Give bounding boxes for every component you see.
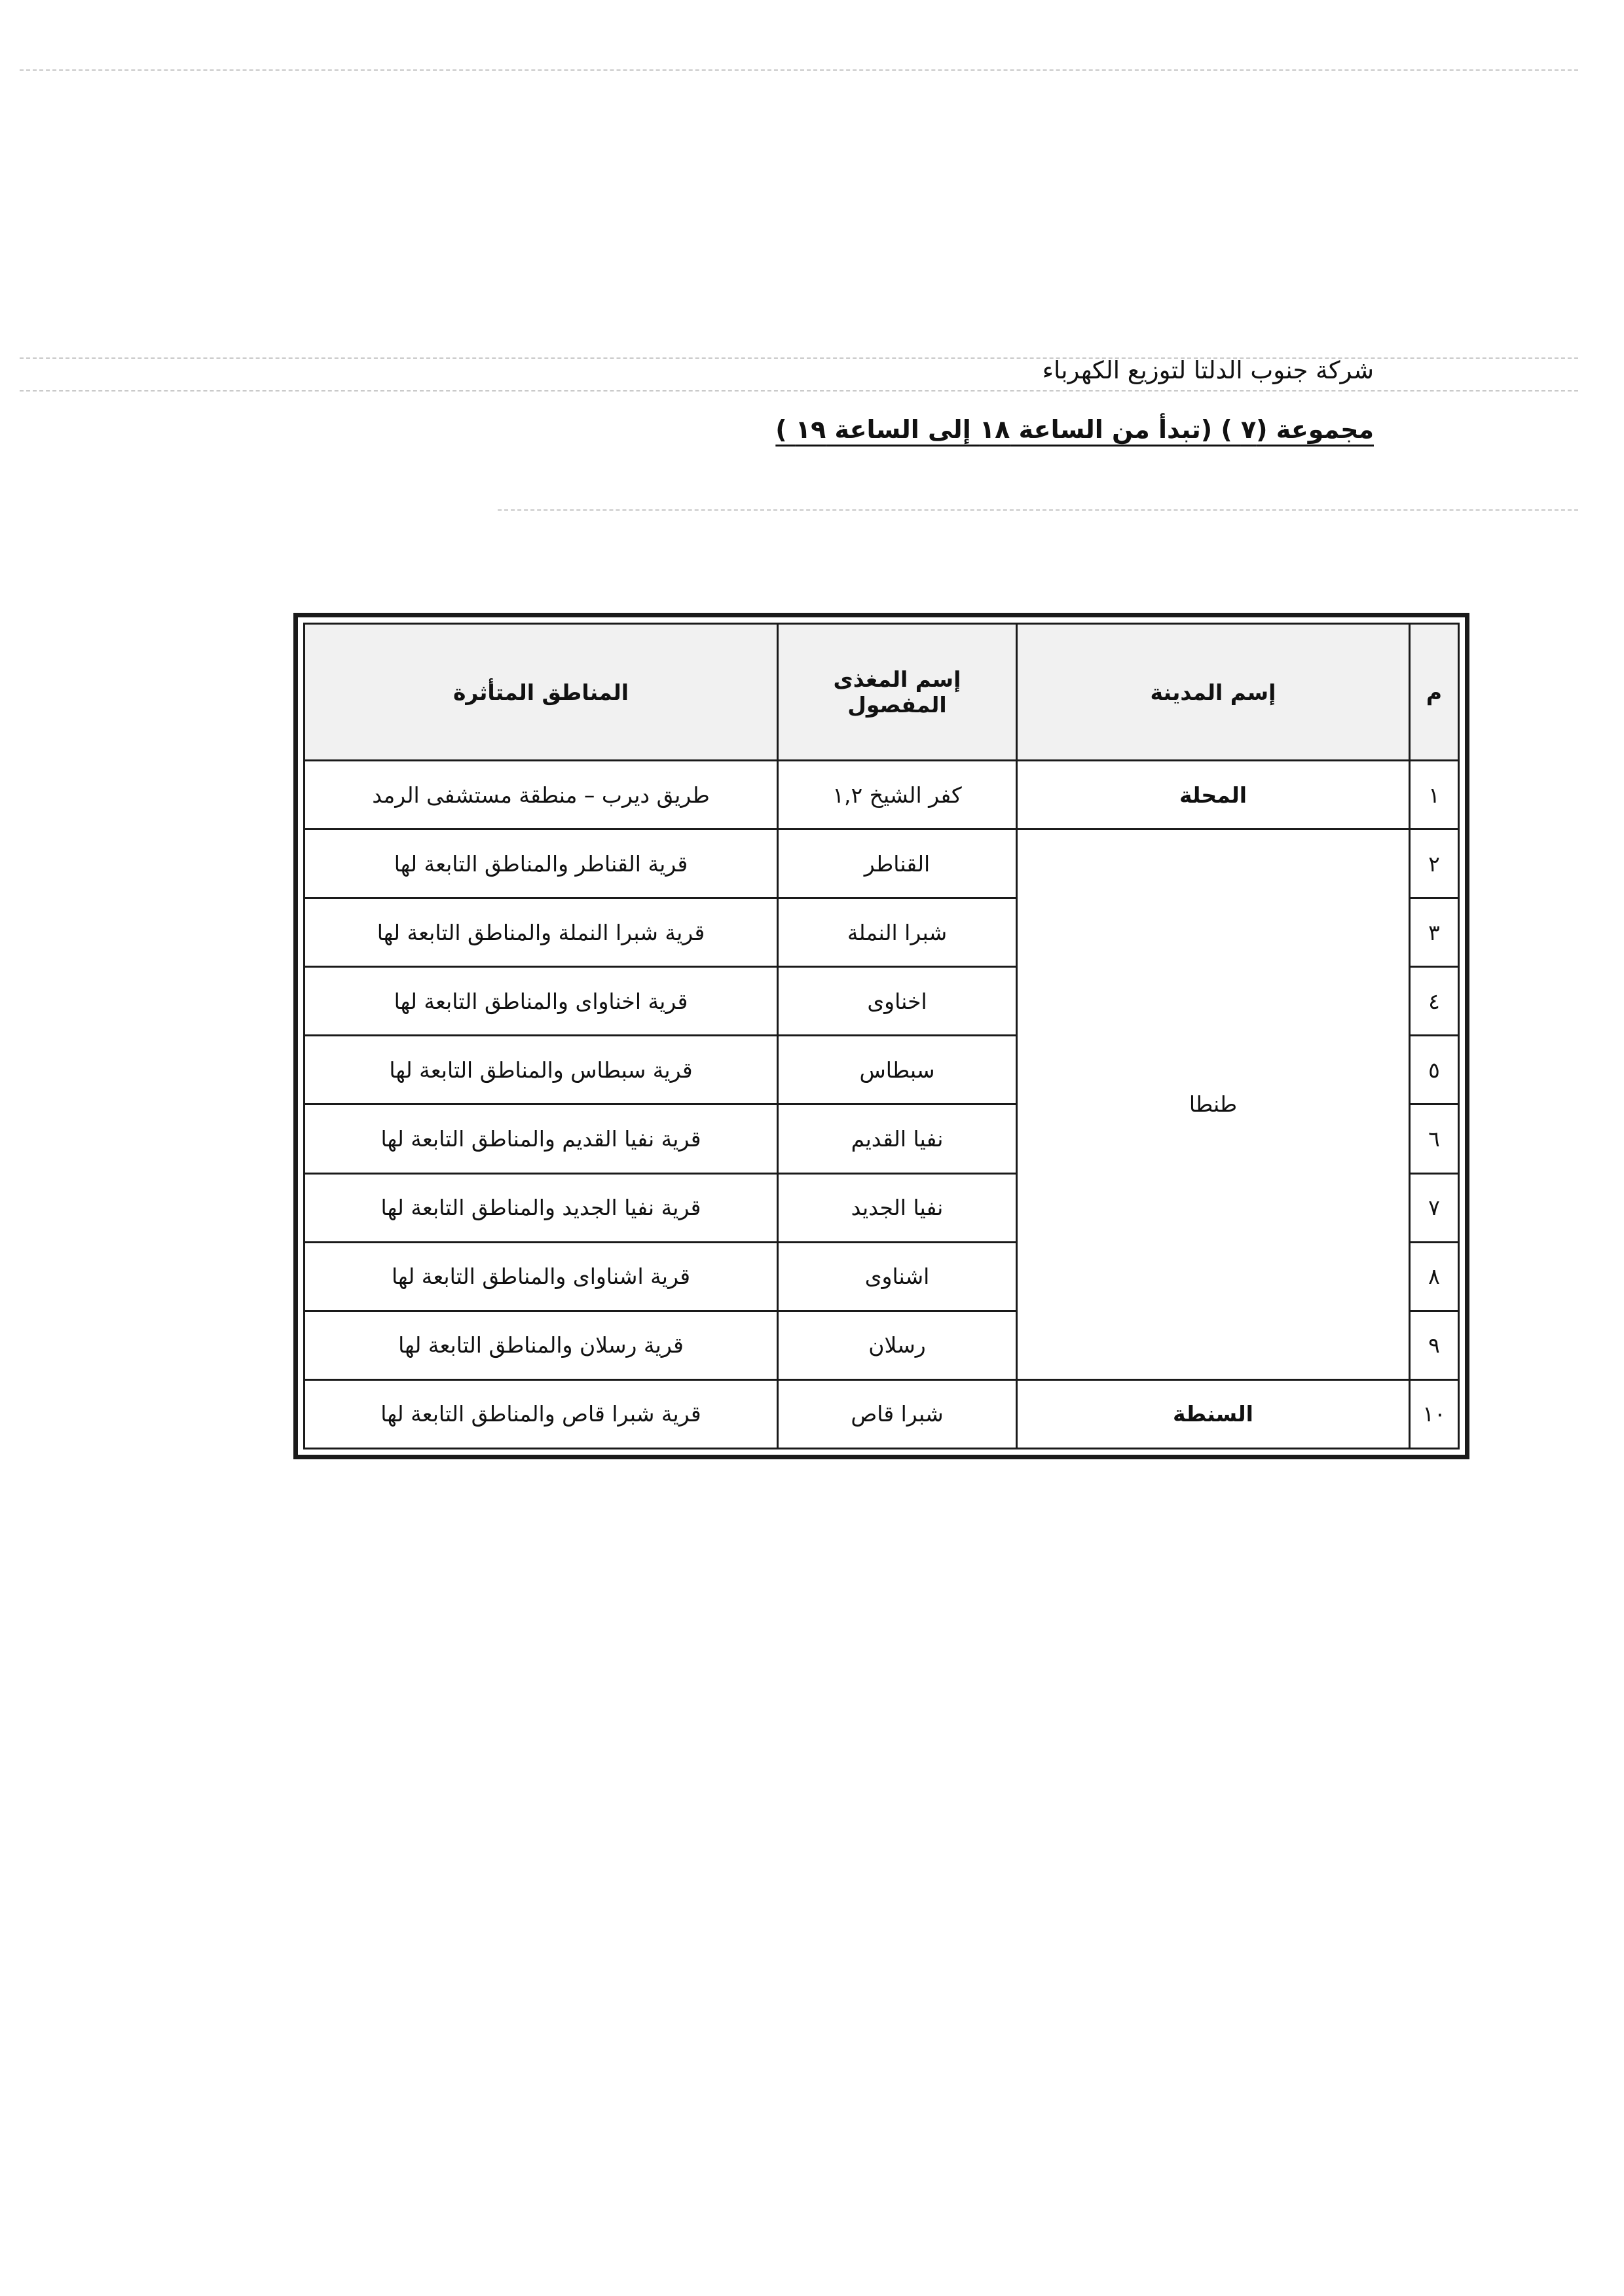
city-cell: طنطا	[1017, 829, 1410, 1380]
areas-cell: قرية نفيا القديم والمناطق التابعة لها	[304, 1104, 778, 1173]
table-row	[304, 1379, 1459, 1448]
row-number: ٩	[1410, 1311, 1459, 1379]
row-number: ٥	[1410, 1036, 1459, 1104]
row-number: ١٠	[1410, 1379, 1459, 1448]
column-header-city: إسم المدينة	[1017, 624, 1410, 761]
feeder-cell: اشناوى	[778, 1242, 1017, 1311]
column-header-num: م	[1410, 624, 1459, 761]
areas-cell: قرية اخناواى والمناطق التابعة لها	[304, 967, 778, 1036]
table-row	[304, 829, 1459, 898]
row-number: ٣	[1410, 898, 1459, 967]
feeder-cell: شبرا النملة	[778, 898, 1017, 967]
feeder-cell: نفيا القديم	[778, 1104, 1017, 1173]
group-title: مجموعة (٧ ) (تبدأ من الساعة ١٨ إلى الساعة ١٩ )	[775, 415, 1374, 444]
city-cell: السنطة	[1017, 1379, 1410, 1448]
row-number: ٤	[1410, 967, 1459, 1036]
row-number: ٢	[1410, 829, 1459, 898]
feeder-cell: رسلان	[778, 1311, 1017, 1379]
row-number: ١	[1410, 761, 1459, 829]
areas-cell: قرية شبرا النملة والمناطق التابعة لها	[304, 898, 778, 967]
city-cell: المحلة	[1017, 761, 1410, 829]
feeder-cell: كفر الشيخ ١,٢	[778, 761, 1017, 829]
outage-table	[303, 623, 1460, 1449]
feeder-cell: اخناوى	[778, 967, 1017, 1036]
areas-cell: طريق ديرب – منطقة مستشفى الرمد	[304, 761, 778, 829]
feeder-cell: سبطاس	[778, 1036, 1017, 1104]
row-number: ٨	[1410, 1242, 1459, 1311]
column-header-feeder: إسم المغذى المفصول	[778, 624, 1017, 761]
table-row	[304, 761, 1459, 829]
feeder-cell: شبرا قاص	[778, 1379, 1017, 1448]
areas-cell: قرية رسلان والمناطق التابعة لها	[304, 1311, 778, 1379]
areas-cell: قرية اشناواى والمناطق التابعة لها	[304, 1242, 778, 1311]
scan-artifact-line	[20, 69, 1578, 71]
feeder-cell: القناطر	[778, 829, 1017, 898]
column-header-areas: المناطق المتأثرة	[304, 624, 778, 761]
areas-cell: قرية شبرا قاص والمناطق التابعة لها	[304, 1379, 778, 1448]
areas-cell: قرية نفيا الجديد والمناطق التابعة لها	[304, 1173, 778, 1242]
row-number: ٧	[1410, 1173, 1459, 1242]
areas-cell: قرية القناطر والمناطق التابعة لها	[304, 829, 778, 898]
feeder-cell: نفيا الجديد	[778, 1173, 1017, 1242]
scan-artifact-line	[498, 509, 1578, 511]
areas-cell: قرية سبطاس والمناطق التابعة لها	[304, 1036, 778, 1104]
company-name: شركة جنوب الدلتا لتوزيع الكهرباء	[1042, 356, 1374, 384]
outage-table-frame	[293, 613, 1469, 1459]
scan-artifact-line	[20, 390, 1578, 392]
row-number: ٦	[1410, 1104, 1459, 1173]
table-header-row	[304, 624, 1459, 761]
